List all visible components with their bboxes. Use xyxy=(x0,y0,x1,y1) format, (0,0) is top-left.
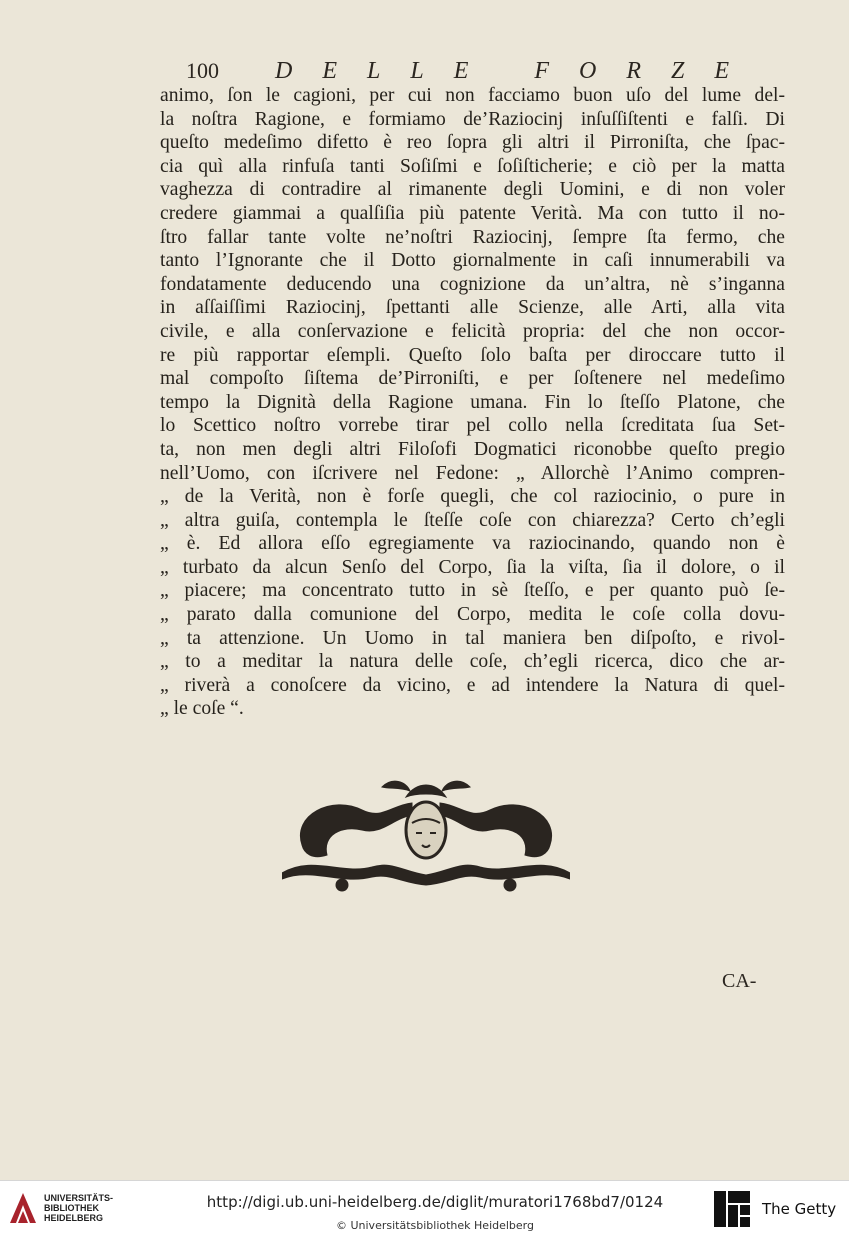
text-line: „ ta attenzione. Un Uomo in tal maniera ben diſpoſto, e rivol- xyxy=(160,627,785,649)
getty-label: The Getty xyxy=(762,1200,837,1218)
text-line: credere giammai a qualſiſia più patente Verità. Ma con tutto il no- xyxy=(160,202,785,224)
text-line: „ altra guiſa, contempla le ſteſſe coſe con chiarezza? Certo ch’egli xyxy=(160,509,785,531)
text-line: „ è. Ed allora eſſo egregiamente va raziocinando, quando non è xyxy=(160,533,785,555)
text-line: „ de la Verità, non è forſe quegli, che col raziocinio, o pure in xyxy=(160,486,785,508)
text-line: animo, ſon le cagioni, per cui non facciamo buon uſo del lume del- xyxy=(160,85,785,106)
getty-logo[interactable] xyxy=(712,1189,836,1229)
text-line: „ turbato da alcun Senſo del Corpo, ſia la viſta, ſia il dolore, o il xyxy=(160,556,785,578)
catchword: CA- xyxy=(722,970,757,992)
page-number: 100 xyxy=(186,58,219,83)
library-name xyxy=(44,1193,113,1223)
text-line: mal compoſto ſiſtema de’Pirroniſti, e per ſoſtenere nel medeſimo xyxy=(160,368,785,390)
text-line: „ riverà a conoſcere da vicino, e ad intendere la Natura di quel- xyxy=(160,674,785,696)
text-line: nell’Uomo, con iſcrivere nel Fedone: „ Allorchè l’Animo compren- xyxy=(160,462,785,484)
library-name-line: HEIDELBERG xyxy=(44,1213,104,1223)
viewer-footer xyxy=(0,1180,849,1244)
running-title: DELLE FORZE xyxy=(275,58,760,84)
text-line: „ to a meditar la natura delle coſe, ch’egli ricerca, dico che ar- xyxy=(160,651,785,673)
text-line: queſto medeſimo difetto è reo ſopra gli altri il Pirroniſta, che ſpac- xyxy=(160,132,785,154)
page-header xyxy=(186,58,760,85)
text-line: la noſtra Ragione, e formiamo de’Raziocinj inſuſſiſtenti e falſi. Di xyxy=(160,108,785,130)
text-line: ſtro fallar tante volte ne’noſtri Raziocinj, ſempre ſta fermo, che xyxy=(160,226,785,248)
text-line: „ parato dalla comunione del Corpo, medita le coſe colla dovu- xyxy=(160,604,785,626)
library-name-line: BIBLIOTHEK xyxy=(44,1203,99,1213)
text-line: vaghezza di contradire al rimanente degli Uomini, e di non voler xyxy=(160,179,785,201)
text-line: „ le coſe “. xyxy=(160,698,244,720)
getty-icon xyxy=(712,1189,752,1229)
text-line: „ piacere; ma concentrato tutto in sè ſteſſo, e per quanto può ſe- xyxy=(160,580,785,602)
permalink-url[interactable]: http://digi.ub.uni-heidelberg.de/diglit/muratori1768bd7/0124 xyxy=(206,1193,664,1211)
library-name-line: UNIVERSITÄTS- xyxy=(44,1193,114,1203)
text-line: civile, e alla conſervazione e felicità propria: del che non occor- xyxy=(160,320,785,342)
text-line: tempo la Dignità della Ragione umana. Fin lo ſteſſo Platone, che xyxy=(160,391,785,413)
text-line: fondatamente deducendo una cognizione da un’altra, nè s’inganna xyxy=(160,273,785,295)
text-line: in aſſaiſſimi Raziocinj, ſpettanti alle Scienze, alle Arti, alla vita xyxy=(160,297,785,319)
tailpiece-ornament xyxy=(282,775,570,895)
text-line: tanto l’Ignorante che il Dotto giornalmente in caſi innumerabili va xyxy=(160,250,785,272)
text-line: ta, non men degli altri Filoſofi Dogmatici riconobbe queſto pregio xyxy=(160,438,785,460)
text-line: lo Scettico noſtro vorrebe tirar pel collo nella ſcreditata ſua Set- xyxy=(160,415,785,437)
library-logo[interactable] xyxy=(8,1191,113,1225)
text-line: cia quì alla rinfuſa tanti Soſiſmi e ſoſiſticherie; e ciò per la matta xyxy=(160,155,785,177)
copyright-notice: © Universitätsbibliothek Heidelberg xyxy=(335,1219,534,1232)
body-text xyxy=(160,84,785,721)
university-library-icon xyxy=(8,1191,38,1225)
text-line: re più rapportar eſempli. Queſto ſolo baſta per diroccare tutto il xyxy=(160,344,785,366)
